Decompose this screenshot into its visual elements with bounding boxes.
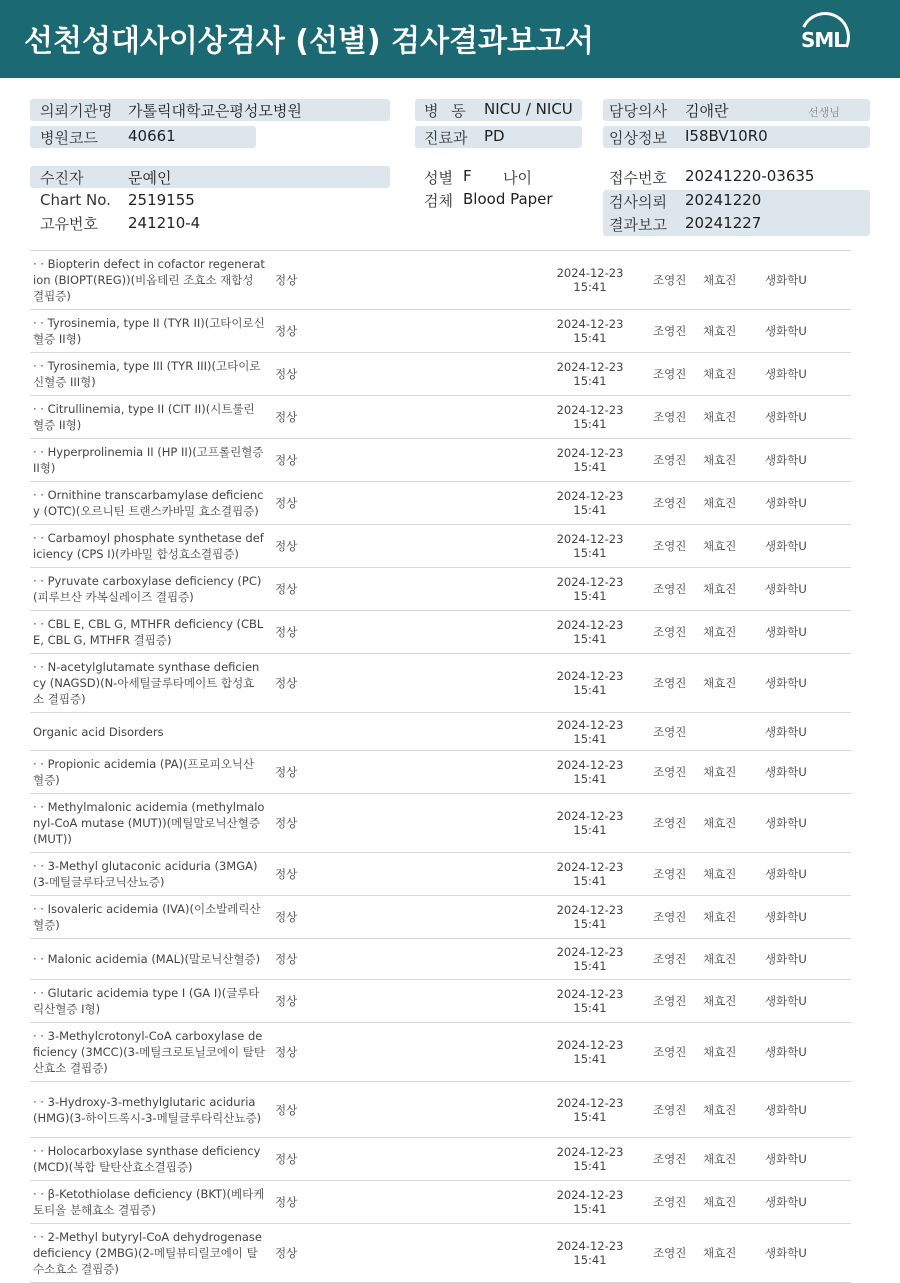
table-row (30, 1023, 851, 1082)
test-result: 정상 (265, 568, 335, 611)
code-label: 병원코드 (40, 129, 98, 147)
test-result: 정상 (265, 525, 335, 568)
report-title: 선천성대사이상검사 (선별) 검사결과보고서 (24, 24, 594, 59)
lab-department: 생화학U (765, 353, 851, 396)
table-row (30, 482, 851, 525)
table-row (30, 1138, 851, 1181)
test-result: 정상 (265, 1181, 335, 1224)
test-time: 15:41 (573, 731, 607, 746)
collector-name: 채효진 (703, 251, 765, 310)
tester-name: 조영진 (653, 353, 703, 396)
test-date: 2024-12-23 (556, 1188, 624, 1202)
tester-name: 조영진 (653, 482, 703, 525)
test-date: 2024-12-23 (556, 1239, 624, 1253)
test-datetime (335, 251, 653, 310)
collector-name (703, 713, 765, 751)
test-result: 정상 (265, 853, 335, 896)
test-time: 15:41 (573, 823, 607, 837)
test-result: 정상 (265, 896, 335, 939)
test-result: 정상 (265, 1082, 335, 1138)
doctor-value: 김애란 (685, 102, 729, 120)
collector-name: 채효진 (703, 980, 765, 1023)
table-row (30, 611, 851, 654)
table-row (30, 1181, 851, 1224)
request-value: 20241220 (685, 191, 762, 209)
tester-name: 조영진 (653, 896, 703, 939)
test-datetime (335, 396, 653, 439)
tester-name: 조영진 (653, 794, 703, 853)
test-datetime (335, 439, 653, 482)
test-date: 2024-12-23 (556, 266, 624, 280)
table-row (30, 396, 851, 439)
table-row (30, 654, 851, 713)
tester-name: 조영진 (653, 751, 703, 794)
test-datetime (335, 980, 653, 1023)
test-name: Organic acid Disorders (30, 713, 265, 751)
test-date: 2024-12-23 (556, 903, 624, 917)
test-date: 2024-12-23 (556, 860, 624, 874)
test-result: 정상 (265, 654, 335, 713)
lab-department: 생화학U (765, 251, 851, 310)
test-time: 15:41 (573, 772, 607, 786)
test-result: 정상 (265, 396, 335, 439)
test-time: 15:41 (573, 1109, 607, 1124)
hospital-value: 가톨릭대학교은평성모병원 (128, 102, 302, 120)
table-row (30, 939, 851, 980)
receipt-value: 20241220-03635 (685, 167, 815, 185)
test-date: 2024-12-23 (556, 758, 624, 772)
tester-name: 조영진 (653, 310, 703, 353)
table-row (30, 568, 851, 611)
report-label: 결과보고 (609, 216, 667, 234)
patient-value: 문예인 (128, 169, 172, 187)
tester-name: 조영진 (653, 1181, 703, 1224)
lab-department: 생화학U (765, 482, 851, 525)
test-name: · · Ornithine transcarbamylase deficiency (OTC)(오르니틴 트랜스카바밀 효소결핍증) (30, 482, 265, 525)
tester-name: 조영진 (653, 713, 703, 751)
sex-label: 성별 (424, 169, 453, 187)
test-result: 정상 (265, 939, 335, 980)
lab-department: 생화학U (765, 1023, 851, 1082)
test-datetime (335, 751, 653, 794)
test-datetime (335, 654, 653, 713)
doctor-suffix: 선생님 (808, 106, 840, 119)
test-time: 15:41 (573, 1001, 607, 1015)
collector-name: 채효진 (703, 1224, 765, 1283)
chart-label: Chart No. (40, 191, 111, 209)
test-datetime (335, 1138, 653, 1181)
test-datetime (335, 1082, 653, 1138)
unique-value: 241210-4 (128, 214, 201, 232)
clinical-value: I58BV10R0 (685, 127, 768, 145)
test-name: · · Methylmalonic acidemia (methylmalonyl-CoA mutase (MUT))(메틸말로닉산혈증 (MUT)) (30, 794, 265, 853)
test-result: 정상 (265, 794, 335, 853)
test-time: 15:41 (573, 374, 607, 388)
test-date: 2024-12-23 (556, 575, 624, 589)
test-name: · · CBL E, CBL G, MTHFR deficiency (CBL E, CBL G, MTHFR 결핍증) (30, 611, 265, 654)
collector-name: 채효진 (703, 853, 765, 896)
lab-department: 생화학U (765, 853, 851, 896)
lab-department: 생화학U (765, 439, 851, 482)
lab-department: 생화학U (765, 751, 851, 794)
test-date: 2024-12-23 (556, 1038, 624, 1052)
collector-name: 채효진 (703, 654, 765, 713)
table-row (30, 353, 851, 396)
test-datetime (335, 482, 653, 525)
tester-name: 조영진 (653, 251, 703, 310)
test-result: 정상 (265, 482, 335, 525)
table-row (30, 310, 851, 353)
test-datetime (335, 896, 653, 939)
test-result: 정상 (265, 439, 335, 482)
lab-department: 생화학U (765, 568, 851, 611)
test-date: 2024-12-23 (556, 317, 624, 331)
age-label: 나이 (503, 169, 532, 187)
test-name: · · Holocarboxylase synthase deficiency (MCD)(복합 탈탄산효소결핍증) (30, 1138, 265, 1181)
unique-label: 고유번호 (40, 215, 98, 233)
collector-name: 채효진 (703, 794, 765, 853)
lab-department: 생화학U (765, 310, 851, 353)
tester-name: 조영진 (653, 611, 703, 654)
test-date: 2024-12-23 (556, 403, 624, 417)
test-time: 15:41 (573, 460, 607, 474)
lab-department: 생화학U (765, 396, 851, 439)
test-datetime (335, 713, 653, 751)
test-result: 정상 (265, 611, 335, 654)
test-time: 15:41 (573, 417, 607, 431)
tester-name: 조영진 (653, 980, 703, 1023)
tester-name: 조영진 (653, 654, 703, 713)
test-name: · · 3-Methylcrotonyl-CoA carboxylase deficiency (3MCC)(3-메틸크로토닐코에이 탈탄산효소 결핍증) (30, 1023, 265, 1082)
collector-name: 채효진 (703, 482, 765, 525)
test-date: 2024-12-23 (556, 1095, 624, 1110)
table-row (30, 751, 851, 794)
collector-name: 채효진 (703, 525, 765, 568)
lab-department: 생화학U (765, 939, 851, 980)
table-row (30, 1224, 851, 1283)
tester-name: 조영진 (653, 853, 703, 896)
collector-name: 채효진 (703, 568, 765, 611)
test-result: 정상 (265, 353, 335, 396)
test-datetime (335, 794, 653, 853)
test-datetime (335, 939, 653, 980)
lab-department: 생화학U (765, 654, 851, 713)
tester-name: 조영진 (653, 396, 703, 439)
test-name: · · 3-Methyl glutaconic aciduria (3MGA)(3-메틸글루타코닉산뇨증) (30, 853, 265, 896)
test-date: 2024-12-23 (556, 618, 624, 632)
test-result: 정상 (265, 751, 335, 794)
lab-department: 생화학U (765, 980, 851, 1023)
tester-name: 조영진 (653, 939, 703, 980)
tester-name: 조영진 (653, 1023, 703, 1082)
tester-name: 조영진 (653, 525, 703, 568)
test-name: · · Tyrosinemia, type II (TYR II)(고타이로신혈증 II형) (30, 310, 265, 353)
test-result (265, 713, 335, 751)
collector-name: 채효진 (703, 1082, 765, 1138)
table-row (30, 439, 851, 482)
test-datetime (335, 1224, 653, 1283)
specimen-label: 검체 (424, 192, 453, 210)
collector-name: 채효진 (703, 439, 765, 482)
test-time: 15:41 (573, 280, 607, 294)
test-time: 15:41 (573, 1202, 607, 1216)
collector-name: 채효진 (703, 1023, 765, 1082)
test-time: 15:41 (573, 683, 607, 697)
test-time: 15:41 (573, 546, 607, 560)
lab-department: 생화학U (765, 525, 851, 568)
ward-value: NICU / NICU (484, 100, 573, 118)
test-datetime (335, 611, 653, 654)
lab-department: 생화학U (765, 1138, 851, 1181)
dept-value: PD (484, 127, 505, 145)
test-name: · · Isovaleric acidemia (IVA)(이소발레릭산혈증) (30, 896, 265, 939)
test-result: 정상 (265, 1138, 335, 1181)
test-name: · · β-Ketothiolase deficiency (BKT)(베타케토티올 분해효소 결핍증) (30, 1181, 265, 1224)
specimen-value: Blood Paper (463, 190, 553, 208)
dept-label: 진료과 (424, 129, 468, 147)
receipt-label: 접수번호 (609, 169, 667, 187)
report-value: 20241227 (685, 214, 762, 232)
code-value: 40661 (128, 127, 176, 145)
lab-department: 생화학U (765, 794, 851, 853)
collector-name: 채효진 (703, 611, 765, 654)
test-date: 2024-12-23 (556, 489, 624, 503)
collector-name: 채효진 (703, 310, 765, 353)
test-datetime (335, 853, 653, 896)
test-datetime (335, 1181, 653, 1224)
patient-label: 수진자 (40, 169, 84, 187)
test-name: · · 3-Hydroxy-3-methylglutaric aciduria (HMG)(3-하이드록시-3-메틸글루타릭산뇨증) (30, 1082, 265, 1138)
test-time: 15:41 (573, 959, 607, 973)
test-date: 2024-12-23 (556, 360, 624, 374)
ward-label: 병 동 (424, 102, 470, 120)
test-time: 15:41 (573, 917, 607, 931)
test-name: · · Propionic acidemia (PA)(프로피오닉산혈증) (30, 751, 265, 794)
test-datetime (335, 353, 653, 396)
request-label: 검사의뢰 (609, 193, 667, 211)
test-date: 2024-12-23 (556, 669, 624, 683)
test-date: 2024-12-23 (556, 809, 624, 823)
table-row (30, 251, 851, 310)
test-result: 정상 (265, 310, 335, 353)
tester-name: 조영진 (653, 1082, 703, 1138)
test-date: 2024-12-23 (556, 446, 624, 460)
test-datetime (335, 568, 653, 611)
test-time: 15:41 (573, 632, 607, 646)
test-time: 15:41 (573, 1159, 607, 1173)
test-date: 2024-12-23 (556, 532, 624, 546)
tester-name: 조영진 (653, 1224, 703, 1283)
test-datetime (335, 310, 653, 353)
patient-box (30, 166, 390, 188)
table-row (30, 1082, 851, 1138)
test-result: 정상 (265, 980, 335, 1023)
doctor-label: 담당의사 (609, 102, 667, 120)
test-name: · · Biopterin defect in cofactor regeneration (BIOPT(REG))(비옵테린 조효소 재합성 결핍증) (30, 251, 265, 310)
table-row (30, 713, 851, 751)
test-result: 정상 (265, 251, 335, 310)
test-time: 15:41 (573, 1253, 607, 1267)
test-name: · · N-acetylglutamate synthase deficiency (NAGSD)(N-아세틸글루타메이트 합성효소 결핍증) (30, 654, 265, 713)
lab-department: 생화학U (765, 1082, 851, 1138)
test-time: 15:41 (573, 331, 607, 345)
hospital-label: 의뢰기관명 (40, 102, 113, 120)
lab-department: 생화학U (765, 1224, 851, 1283)
lab-department: 생화학U (765, 713, 851, 751)
test-name: · · Glutaric acidemia type I (GA I)(글루타릭산혈증 I형) (30, 980, 265, 1023)
table-row (30, 980, 851, 1023)
test-datetime (335, 525, 653, 568)
sml-logo-icon: SML (796, 10, 856, 68)
tester-name: 조영진 (653, 439, 703, 482)
table-row (30, 525, 851, 568)
tester-name: 조영진 (653, 568, 703, 611)
test-name: · · Malonic acidemia (MAL)(말로닉산혈증) (30, 939, 265, 980)
test-time: 15:41 (573, 589, 607, 603)
collector-name: 채효진 (703, 896, 765, 939)
test-time: 15:41 (573, 503, 607, 517)
sex-value: F (463, 167, 472, 185)
collector-name: 채효진 (703, 1138, 765, 1181)
results-table (30, 250, 851, 1283)
collector-name: 채효진 (703, 751, 765, 794)
test-time: 15:41 (573, 874, 607, 888)
collector-name: 채효진 (703, 939, 765, 980)
test-date: 2024-12-23 (556, 987, 624, 1001)
test-name: · · Carbamoyl phosphate synthetase deficiency (CPS I)(카바밀 합성효소결핍증) (30, 525, 265, 568)
collector-name: 채효진 (703, 353, 765, 396)
test-result: 정상 (265, 1023, 335, 1082)
lab-department: 생화학U (765, 896, 851, 939)
chart-value: 2519155 (128, 191, 195, 209)
collector-name: 채효진 (703, 1181, 765, 1224)
clinical-label: 임상정보 (609, 129, 667, 147)
test-result: 정상 (265, 1224, 335, 1283)
report-header (0, 0, 900, 78)
table-row (30, 896, 851, 939)
test-name: · · Citrullinemia, type II (CIT II)(시트룰린혈증 II형) (30, 396, 265, 439)
test-name: · · 2-Methyl butyryl-CoA dehydrogenase deficiency (2MBG)(2-메틸뷰티릴코에이 탈수소효소 결핍증) (30, 1224, 265, 1283)
table-row (30, 794, 851, 853)
test-name: · · Tyrosinemia, type III (TYR III)(고타이로신혈증 III형) (30, 353, 265, 396)
lab-department: 생화학U (765, 1181, 851, 1224)
test-date: 2024-12-23 (556, 717, 624, 732)
collector-name: 채효진 (703, 396, 765, 439)
test-name: · · Pyruvate carboxylase deficiency (PC)(피루브산 카복실레이즈 결핍증) (30, 568, 265, 611)
test-date: 2024-12-23 (556, 1145, 624, 1159)
test-name: · · Hyperprolinemia II (HP II)(고프롤린혈증 II형) (30, 439, 265, 482)
test-datetime (335, 1023, 653, 1082)
test-date: 2024-12-23 (556, 945, 624, 959)
test-time: 15:41 (573, 1052, 607, 1066)
lab-department: 생화학U (765, 611, 851, 654)
table-row (30, 853, 851, 896)
tester-name: 조영진 (653, 1138, 703, 1181)
